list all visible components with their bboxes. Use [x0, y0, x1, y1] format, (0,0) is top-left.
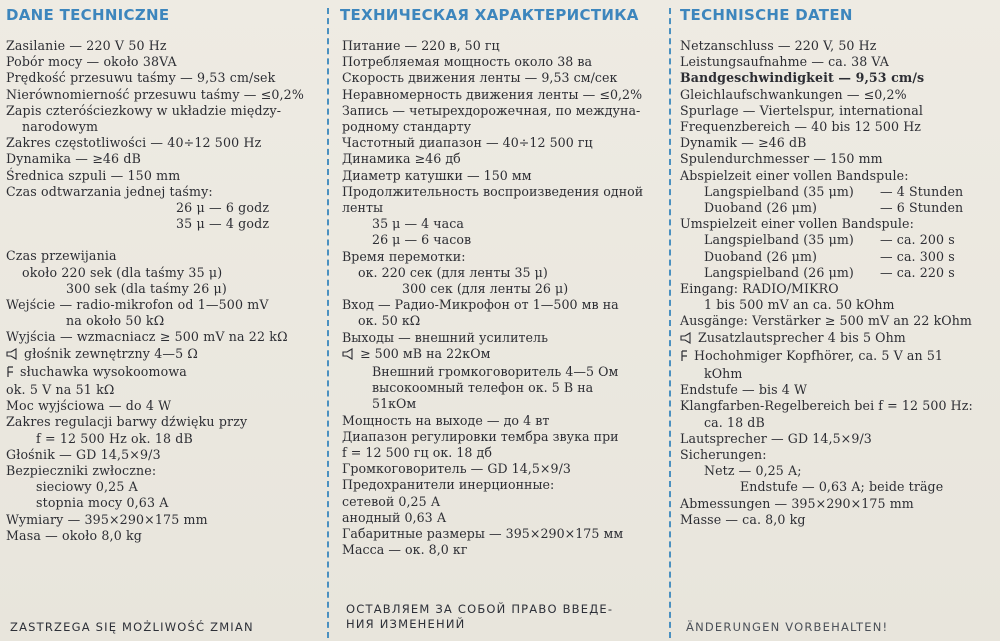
russian-column — [330, 0, 668, 641]
spec-line: ca. 18 dB — [704, 414, 765, 430]
spec-line: 1 bis 500 mV an ca. 50 kOhm — [704, 297, 895, 313]
spec-line: Неравномерность движения ленты — ≤0,2% — [342, 86, 643, 102]
spec-line: narodowym — [22, 119, 99, 135]
spec-line — [680, 330, 996, 348]
tape-type: Langspielband (35 μm) — [704, 183, 854, 199]
spec-line: Prędkość przesuwu taśmy — 9,53 cm/sek — [6, 70, 276, 86]
spec-line: Endstufe — bis 4 W — [680, 382, 808, 398]
footer-line: ОСТАВЛЯЕМ ЗА СОБОЙ ПРАВО ВВЕДЕ- — [346, 602, 614, 616]
spec-line — [680, 232, 996, 248]
polish-footer-note: ZASTRZEGA SIĘ MOŻLIWOŚĆ ZMIAN — [10, 620, 254, 634]
german-footer-note: ÄNDERUNGEN VORBEHALTEN! — [686, 620, 889, 634]
spec-line — [6, 346, 322, 364]
spec-line: Abspielzeit einer vollen Bandspule: — [680, 167, 909, 183]
spec-line: ок. 220 сек (для ленты 35 μ) — [358, 264, 548, 280]
spec-line: родному стандарту — [342, 119, 472, 135]
spec-line: 35 μ — 4 часа — [372, 216, 464, 232]
spec-line: Masse — ca. 8,0 kg — [680, 511, 806, 527]
spec-line — [680, 348, 996, 366]
tape-type: Duoband (26 μm) — [704, 248, 818, 264]
spec-line: Габаритные размеры — 395×290×175 мм — [342, 526, 624, 542]
speaker-icon — [680, 332, 694, 348]
spec-line: Netz — 0,25 A; — [704, 463, 802, 479]
spec-line: na około 50 kΩ — [66, 313, 165, 329]
spec-line: f = 12 500 гц ок. 18 дб — [342, 445, 492, 461]
spec-line — [680, 265, 996, 281]
spec-line — [342, 346, 662, 364]
spec-line: Nierównomierność przesuwu taśmy — ≤0,2% — [6, 86, 304, 102]
spec-line: ок. 50 кΩ — [358, 313, 421, 329]
spec-line-text: słuchawka wysokoomowa — [20, 363, 187, 379]
spec-line: Sicherungen: — [680, 447, 767, 463]
spec-line: Bandgeschwindigkeit — 9,53 cm/s — [680, 70, 925, 86]
spec-line: Питание — 220 в, 50 гц — [342, 38, 500, 53]
spec-line: Wymiary — 395×290×175 mm — [6, 511, 208, 527]
spec-line: 26 μ — 6 godz — [176, 200, 270, 216]
spec-line: Ausgänge: Verstärker ≥ 500 mV an 22 kOhm — [680, 313, 972, 329]
spec-line: Zakres regulacji barwy dźwięku przy — [6, 414, 248, 430]
spec-line: Pobór mocy — około 38VA — [6, 54, 177, 70]
spec-line-text: Hochohmiger Kopfhörer, ca. 5 V an 51 — [694, 347, 944, 363]
spec-line: Потребляемая мощность около 38 ва — [342, 54, 593, 70]
spec-line-text: Zusatzlautsprecher 4 bis 5 Ohm — [698, 329, 906, 345]
spec-line: Динамика ≥46 дб — [342, 151, 461, 167]
spec-line: Dynamik — ≥46 dB — [680, 135, 807, 151]
spec-line: Głośnik — GD 14,5×9/3 — [6, 446, 161, 462]
spec-line: Umspielzeit einer vollen Bandspule: — [680, 216, 914, 232]
spec-line: Leistungsaufnahme — ca. 38 VA — [680, 54, 889, 70]
tape-type: Langspielband (26 μm) — [704, 264, 854, 280]
tape-type: Duoband (26 μm) — [704, 200, 818, 216]
spec-line: Masa — około 8,0 kg — [6, 527, 143, 543]
spec-line — [680, 200, 996, 216]
spacer — [6, 232, 322, 248]
tape-duration: — ca. 220 s — [880, 264, 955, 280]
spec-line: сетевой 0,25 А — [342, 493, 441, 509]
spec-line: Abmessungen — 395×290×175 mm — [680, 495, 914, 511]
spec-line — [680, 249, 996, 265]
spec-line: Диапазон регулировки тембра звука при — [342, 428, 619, 444]
headphone-jack-icon — [680, 350, 690, 366]
spec-line: Bezpieczniki zwłoczne: — [6, 463, 157, 479]
spec-line: Czas przewijania — [6, 248, 117, 264]
tape-duration: — ca. 300 s — [880, 248, 955, 264]
spec-line: Wyjścia — wzmacniacz ≥ 500 mV na 22 kΩ — [6, 329, 288, 345]
spec-line: Frequenzbereich — 40 bis 12 500 Hz — [680, 119, 922, 135]
spec-line: stopnia mocy 0,63 A — [36, 495, 169, 511]
spec-line: анодный 0,63 А — [342, 509, 447, 525]
column-divider — [669, 8, 671, 638]
spec-line: Скорость движения ленты — 9,53 см/сек — [342, 70, 618, 86]
spec-line: f = 12 500 Hz ok. 18 dB — [36, 430, 193, 446]
spec-line: Średnica szpuli — 150 mm — [6, 167, 181, 183]
german-heading: TECHNISCHE DATEN — [680, 6, 853, 24]
spec-line: 26 μ — 6 часов — [372, 232, 472, 248]
spec-line: Netzanschluss — 220 V, 50 Hz — [680, 38, 877, 53]
footer-line: НИЯ ИЗМЕНЕНИЙ — [346, 617, 466, 631]
spec-line: 35 μ — 4 godz — [176, 216, 270, 232]
headphone-jack-icon — [6, 366, 16, 382]
spec-line: ленты — [342, 200, 384, 216]
speaker-icon — [342, 348, 356, 364]
spec-line: Klangfarben-Regelbereich bei f = 12 500 Hz: — [680, 398, 973, 414]
spec-line-text: głośnik zewnętrzny 4—5 Ω — [24, 345, 199, 361]
russian-footer-note — [346, 602, 613, 632]
spec-line: Выходы — внешний усилитель — [342, 329, 548, 345]
spec-line: Zasilanie — 220 V 50 Hz — [6, 38, 167, 53]
spec-line — [680, 184, 996, 200]
german-column — [672, 0, 1000, 641]
tape-type: Langspielband (35 μm) — [704, 232, 854, 248]
spec-line: Предохранители инерционные: — [342, 477, 555, 493]
spec-line: 51кОм — [372, 396, 417, 412]
spec-line-text: ≥ 500 мВ на 22кОм — [360, 345, 491, 361]
spec-line: 300 сек (для ленты 26 μ) — [402, 281, 569, 297]
tape-duration: — 4 Stunden — [880, 183, 964, 199]
polish-spec-list — [6, 38, 322, 544]
spec-line: Запись — четырехдорожечная, по междуна- — [342, 102, 641, 118]
spec-line: Zapis czteróściezkowy w układzie między- — [6, 102, 282, 118]
spec-line: sieciowy 0,25 A — [36, 479, 138, 495]
column-divider — [327, 8, 329, 638]
spec-line: Мощность на выходе — до 4 вт — [342, 412, 550, 428]
tape-duration: — 6 Stunden — [880, 200, 964, 216]
spec-line: kOhm — [704, 366, 743, 382]
spec-line: Диаметр катушки — 150 мм — [342, 167, 532, 183]
spec-line: Масса — ок. 8,0 кг — [342, 542, 468, 558]
spec-line: 300 sek (dla taśmy 26 μ) — [66, 280, 227, 296]
spec-line: Внешний громкоговоритель 4—5 Ом — [372, 364, 619, 380]
spec-line: ok. 5 V na 51 kΩ — [6, 382, 115, 398]
spec-line: Время перемотки: — [342, 248, 466, 264]
russian-spec-list — [342, 38, 662, 559]
spec-line: Endstufe — 0,63 A; beide träge — [740, 479, 944, 495]
german-spec-list — [680, 38, 996, 528]
russian-heading: ТЕХНИЧЕСКАЯ ХАРАКТЕРИСТИКА — [340, 6, 639, 24]
tape-duration: — ca. 200 s — [880, 232, 955, 248]
speaker-icon — [6, 348, 20, 364]
spec-line: Lautsprecher — GD 14,5×9/3 — [680, 430, 872, 446]
polish-heading: DANE TECHNICZNE — [6, 6, 170, 24]
spec-line — [6, 364, 322, 382]
spec-line: Zakres częstotliwości — 40÷12 500 Hz — [6, 135, 262, 151]
spec-line: Вход — Радио-Микрофон от 1—500 мв на — [342, 297, 619, 313]
polish-column — [0, 0, 326, 641]
spec-line: Wejście — radio-mikrofon od 1—500 mV — [6, 297, 269, 313]
spec-line: Czas odtwarzania jednej taśmy: — [6, 183, 213, 199]
spec-line: Spulendurchmesser — 150 mm — [680, 151, 883, 167]
spec-line: Eingang: RADIO/MIKRO — [680, 281, 839, 297]
spec-line: высокоомный телефон ок. 5 В на — [372, 380, 594, 396]
spec-line: Продолжительность воспроизведения одной — [342, 183, 644, 199]
spec-line: Частотный диапазон — 40÷12 500 гц — [342, 135, 593, 151]
spec-line: Громкоговоритель — GD 14,5×9/3 — [342, 461, 571, 477]
spec-line: Spurlage — Viertelspur, international — [680, 102, 923, 118]
spec-line: Moc wyjściowa — do 4 W — [6, 398, 172, 414]
spec-line: Dynamika — ≥46 dB — [6, 151, 141, 167]
spec-line: Gleichlaufschwankungen — ≤0,2% — [680, 86, 907, 102]
spec-line: około 220 sek (dla taśmy 35 μ) — [22, 264, 223, 280]
